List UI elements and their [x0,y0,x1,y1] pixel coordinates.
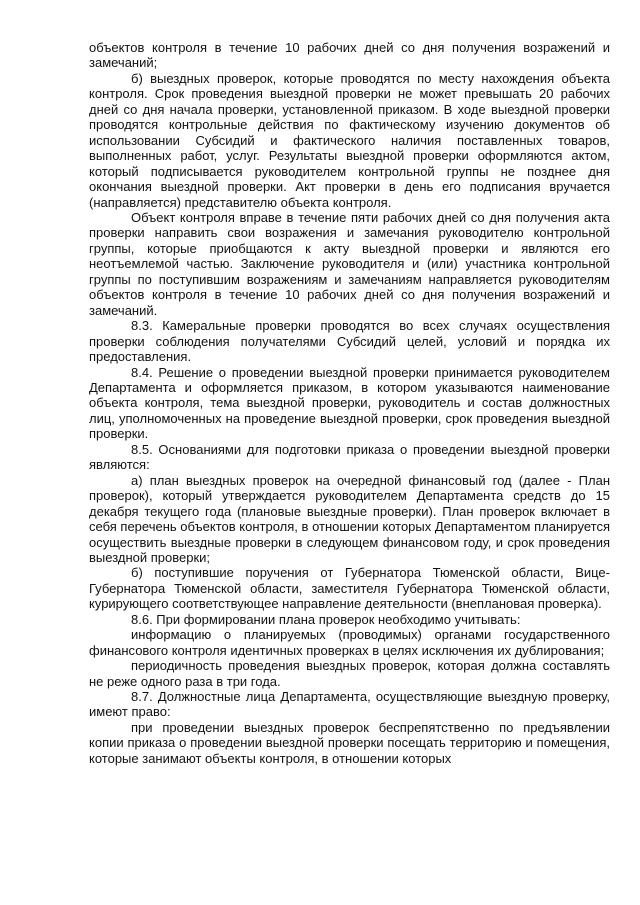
paragraph-8: б) поступившие поручения от Губернатора Тюменской области, Вице-Губернатора Тюменской области, заместителя Губернатора Тюменской области, курирующего соответствующее направление деятельности (внеплановая проверка). [89,565,610,612]
paragraph-1: объектов контроля в течение 10 рабочих дней со дня получения возражений и замечаний; [89,40,610,71]
paragraph-6: 8.5. Основаниями для подготовки приказа о проведении выездной проверки являются: [89,441,610,473]
paragraph-4: 8.3. Камеральные проверки проводятся во всех случаях осуществления проверки соблюдения получателями Субсидий целей, условий и порядка их предоставления. [89,318,610,365]
paragraph-11: периодичность проведения выездных проверок, которая должна составлять не реже одного раза в три года. [89,658,610,689]
paragraph-10: информацию о планируемых (проводимых) органами государственного финансового контроля идентичных проверках в целях исключения их дублирования; [89,627,610,658]
document-page [89,40,610,766]
paragraph-5: 8.4. Решение о проведении выездной проверки принимается руководителем Департамента и оформляется приказом, в котором указываются наименование объекта контроля, тема выездной проверки, руководитель и состав должностных лиц, уполномоченных на проведение выездной проверки, срок проведения выездной проверки. [89,364,610,442]
paragraph-9: 8.6. При формировании плана проверок необходимо учитывать: [131,611,521,627]
paragraph-13: при проведении выездных проверок беспрепятственно по предъявлении копии приказа о проведении выездной проверки посещать территорию и помещения, которые занимают объекты контроля, в отношении которых [89,719,610,766]
paragraph-3: Объект контроля вправе в течение пяти рабочих дней со дня получения акта проверки направить свои возражения и замечания руководителю контрольной группы, которые приобщаются к акту выездной проверки и являются его неотъемлемой частью. Заключение руководителя и (или) участника контрольной группы по поступившим возражениям и замечаниям направляется руководителям объектов контроля в течение 10 рабочих дней со дня получения возражений и замечаний. [89,209,610,318]
paragraph-12: 8.7. Должностные лица Департамента, осуществляющие выездную проверку, имеют право: [89,689,610,720]
paragraph-7: а) план выездных проверок на очередной финансовый год (далее - План проверок), который утверждается руководителем Департамента средств до 15 декабря текущего года (плановые выездные проверки). План проверок включает в себя перечень объектов контроля, в отношении которых Департаментом планируется осуществить выездные проверки в следующем финансовом году, и срок проведения выездной проверки; [89,472,610,565]
paragraph-2: б) выездных проверок, которые проводятся по месту нахождения объекта контроля. Срок проведения выездной проверки не может превышать 20 рабочих дней со дня начала проверки, установленной приказом. В ходе выездной проверки проводятся контрольные действия по фактическому изучению документов об использовании Субсидий и фактического наличия поставленных товаров, выполненных работ, услуг. Результаты выездной проверки оформляются актом, который подписывается руководителем контрольной группы не позднее дня окончания выездной проверки. Акт проверки в день его подписания вручается (направляется) представителю объекта контроля. [89,70,610,210]
